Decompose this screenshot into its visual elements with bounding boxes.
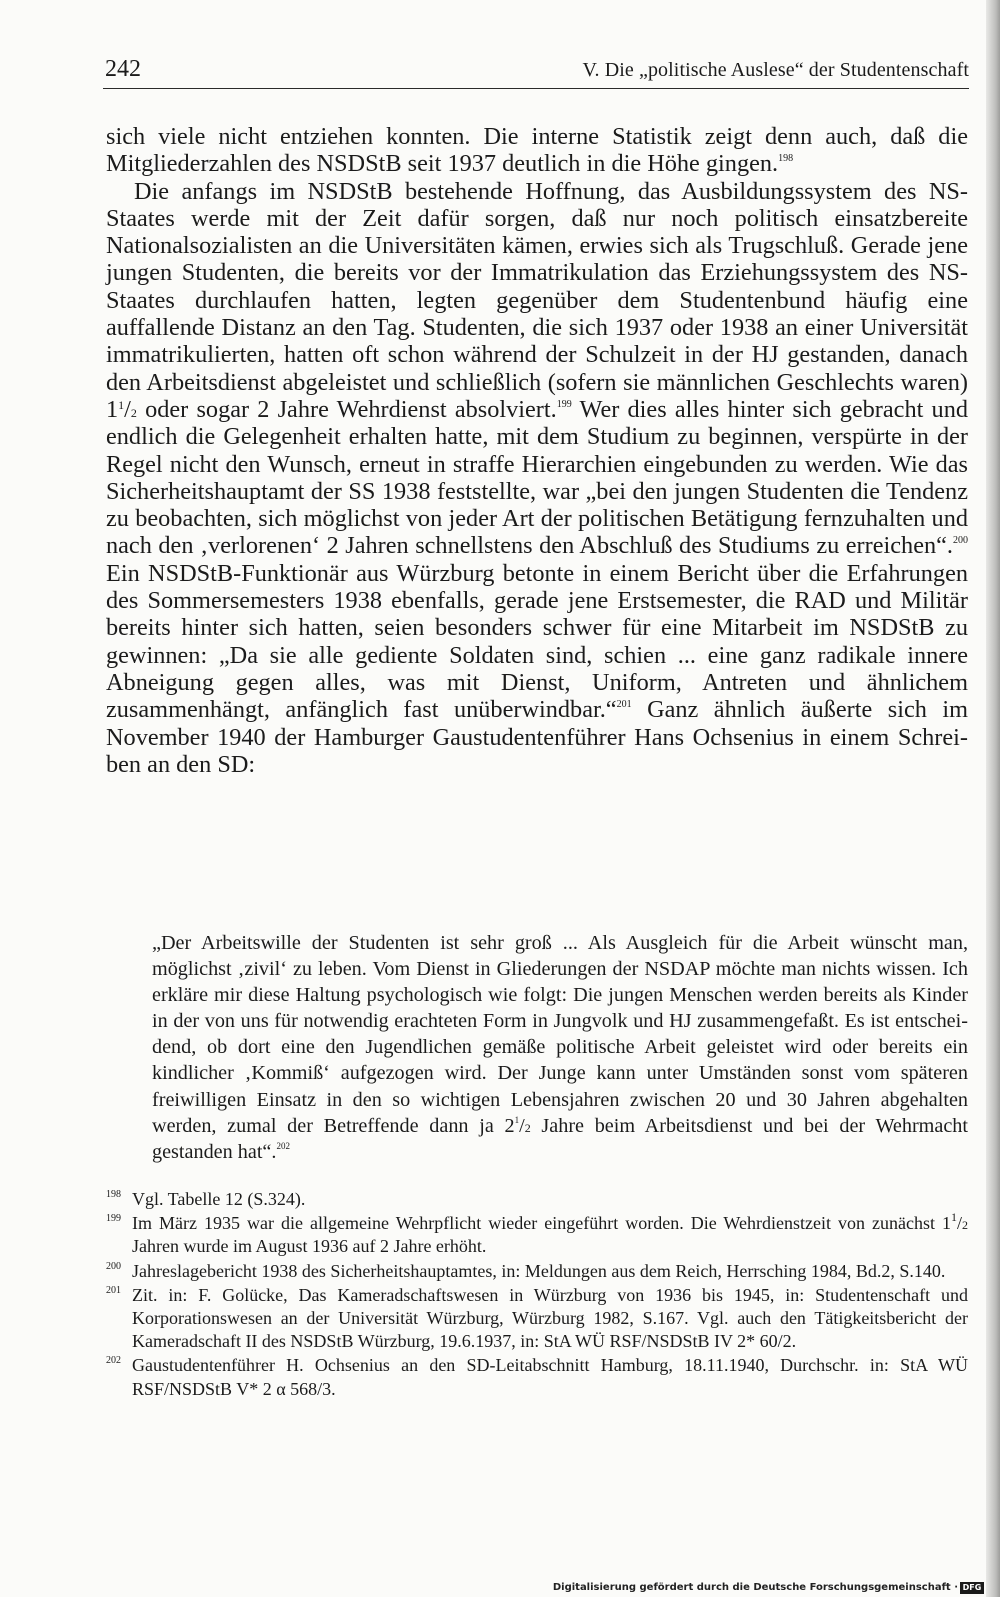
footnote-ref[interactable]: 200	[953, 535, 968, 547]
footnote-ref[interactable]: 198	[778, 153, 794, 165]
footnote-number: 200	[106, 1260, 121, 1272]
footnote-number: 202	[106, 1355, 121, 1367]
footnote-ref[interactable]: 199	[556, 398, 572, 410]
footnote-ref[interactable]: 202	[276, 1140, 290, 1151]
page-header	[103, 58, 969, 89]
paragraph: Die anfangs im NSDStB bestehende Hoffnung, das Ausbildungssystem des NS-Staates werde mit der Zeit dafür sorgen, daß nur noch politisch einsatzbereite Nationalsozialisten an die Universitäten kämen, erwies sich als Trugschluß. Gerade jene jungen Studenten, die bereits vor der Immatrikulation das Erziehungssystem des NS-Staates durchlaufen hatten, legten gegenüber dem Studentenbund häufig eine auffallende Distanz an den Tag. Studenten, die sich 1937 oder 1938 an einer Universität immatrikulierten, hatten oft schon während der Schulzeit in der HJ gestanden, danach den Arbeitsdienst abgeleistet und schließlich (sofern sie männlichen Geschlechts waren) $1^1/2$ oder sogar 2 Jahre Wehrdienst absolviert.$^{199}$ Wer dies alles hinter sich gebracht und endlich die Gelegenheit erhalten hatte, mit dem Studium zu beginnen, verspürte in der Regel nicht den Wunsch, erneut in straffe Hierarchien eingebunden zu werden. Wie das Sicherheitshauptamt der SS 1938 feststellte, war „bei den jungen Studenten die Tendenz zu beobachten, sich möglichst von jeder Art der politischen Betätigung fernzuhalten und nach den ‚verlorenen‘ 2 Jahren schnellstens den Abschluß des Studiums zu erreichen“.$^{200}$ Ein NSDStB-Funktionär aus Würzburg betonte in einem Bericht über die Erfahrungen des Sommersemesters 1938 ebenfalls, gerade jene Erstsemester, die RAD und Militär bereits hinter sich hatten, seien besonders schwer für eine Mitarbeit im NSDStB zu gewinnen: „Da sie alle gediente Soldaten sind, schien ... eine ganz radikale innere Abneigung gegen alles, was mit Dienst, Uniform, Antreten und ähnlichem zusammenhängt, anfänglich fast unüberwindbar.“$^{201}$ Ganz ähnlich äußerte sich im November 1940 der Hamburger Gaustudentenführer Hans Ochsenius in einem Schreiben an den SD:	[106, 177, 968, 778]
fraction: $^1$/2	[950, 1210, 968, 1234]
footnote: 202 Gaustudentenführer H. Ochsenius an den SD-Leitabschnitt Hamburg, 18.11.1940, Durchschr. in: StA WÜ RSF/NSDStB V* 2 α 568/3.	[106, 1355, 968, 1399]
dfg-logo: DFG	[960, 1582, 984, 1594]
fraction: $^1$/2	[118, 395, 137, 423]
page-edge-shadow	[986, 0, 1000, 1597]
footnote-number: 199	[106, 1213, 121, 1225]
footnote-number: 198	[106, 1189, 121, 1200]
fraction: $^1$/2	[514, 1114, 531, 1137]
running-head: V. Die „politische Auslese“ der Studentenschaft	[582, 59, 969, 81]
digitization-note: Digitalisierung gefördert durch die Deutsche Forschungsgemeinschaft ·	[552, 1582, 958, 1593]
paragraph: sich viele nicht entziehen konnten. Die interne Statistik zeigt denn auch, daß die Mitgliederzahlen des NSDStB seit 1937 deutlich in die Höhe gingen.$^{198}$	[106, 123, 968, 178]
footnote-number: 201	[106, 1284, 121, 1296]
page-number: 242	[105, 56, 141, 82]
footnote-ref[interactable]: 201	[616, 699, 632, 711]
footnotes	[106, 1188, 968, 1402]
block-quote: „Der Arbeitswille der Studenten ist sehr groß ... Als Ausgleich für die Arbeit wünscht man, möglichst ‚zivil‘ zu leben. Vom Dienst in Gliederungen der NSDAP möchte man nichts wissen. Ich erkläre mir diese Haltung psychologisch wie folgt: Die jungen Menschen werden bereits als Kinder in der von uns für notwendig erachteten Form in Jungvolk und HJ zusammengefaßt. Es ist entscheidend, ob dort eine den Jugendlichen gemäße politische Arbeit geleistet wird oder bereits ein kindlicher ‚Kommiß‘ aufgezogen wird. Der Junge kann unter Umständen sonst vom späteren freiwilligen Einsatz in den so wichtigen Lebensjahren zwischen 20 und 30 Jahren abgehalten werden, zumal der Betreffende dann ja $2^1/2$ Jahre beim Arbeitsdienst und bei der Wehrmacht gestanden hat“.$^{202}$	[152, 932, 969, 1163]
footnote: 198 Vgl. Tabelle 12 (S.324).	[106, 1189, 306, 1209]
footnote: 199 Im März 1935 war die allgemeine Wehrpflicht wieder eingeführt worden. Die Wehrdienstzeit von zunächst $1^1/2$ Jahren wurde im August 1936 auf 2 Jahre erhöht.	[106, 1210, 968, 1257]
footnote: 200 Jahreslagebericht 1938 des Sicherheitshauptamtes, in: Meldungen aus dem Reich, Herrsching 1984, Bd.2, S.140.	[106, 1260, 946, 1281]
main-text	[106, 123, 968, 778]
footnote: 201 Zit. in: F. Golücke, Das Kameradschaftswesen in Würzburg von 1936 bis 1945, in: Studentenschaft und Korporationswesen an der Universität Würzburg, Würzburg 1982, S.167. Vgl. auch den Tätigkeitsbericht der Kameradschaft II des NSDStB Würzburg, 19.6.1937, in: StA WÜ RSF/NSDStB IV 2* 60/2.	[106, 1284, 968, 1352]
